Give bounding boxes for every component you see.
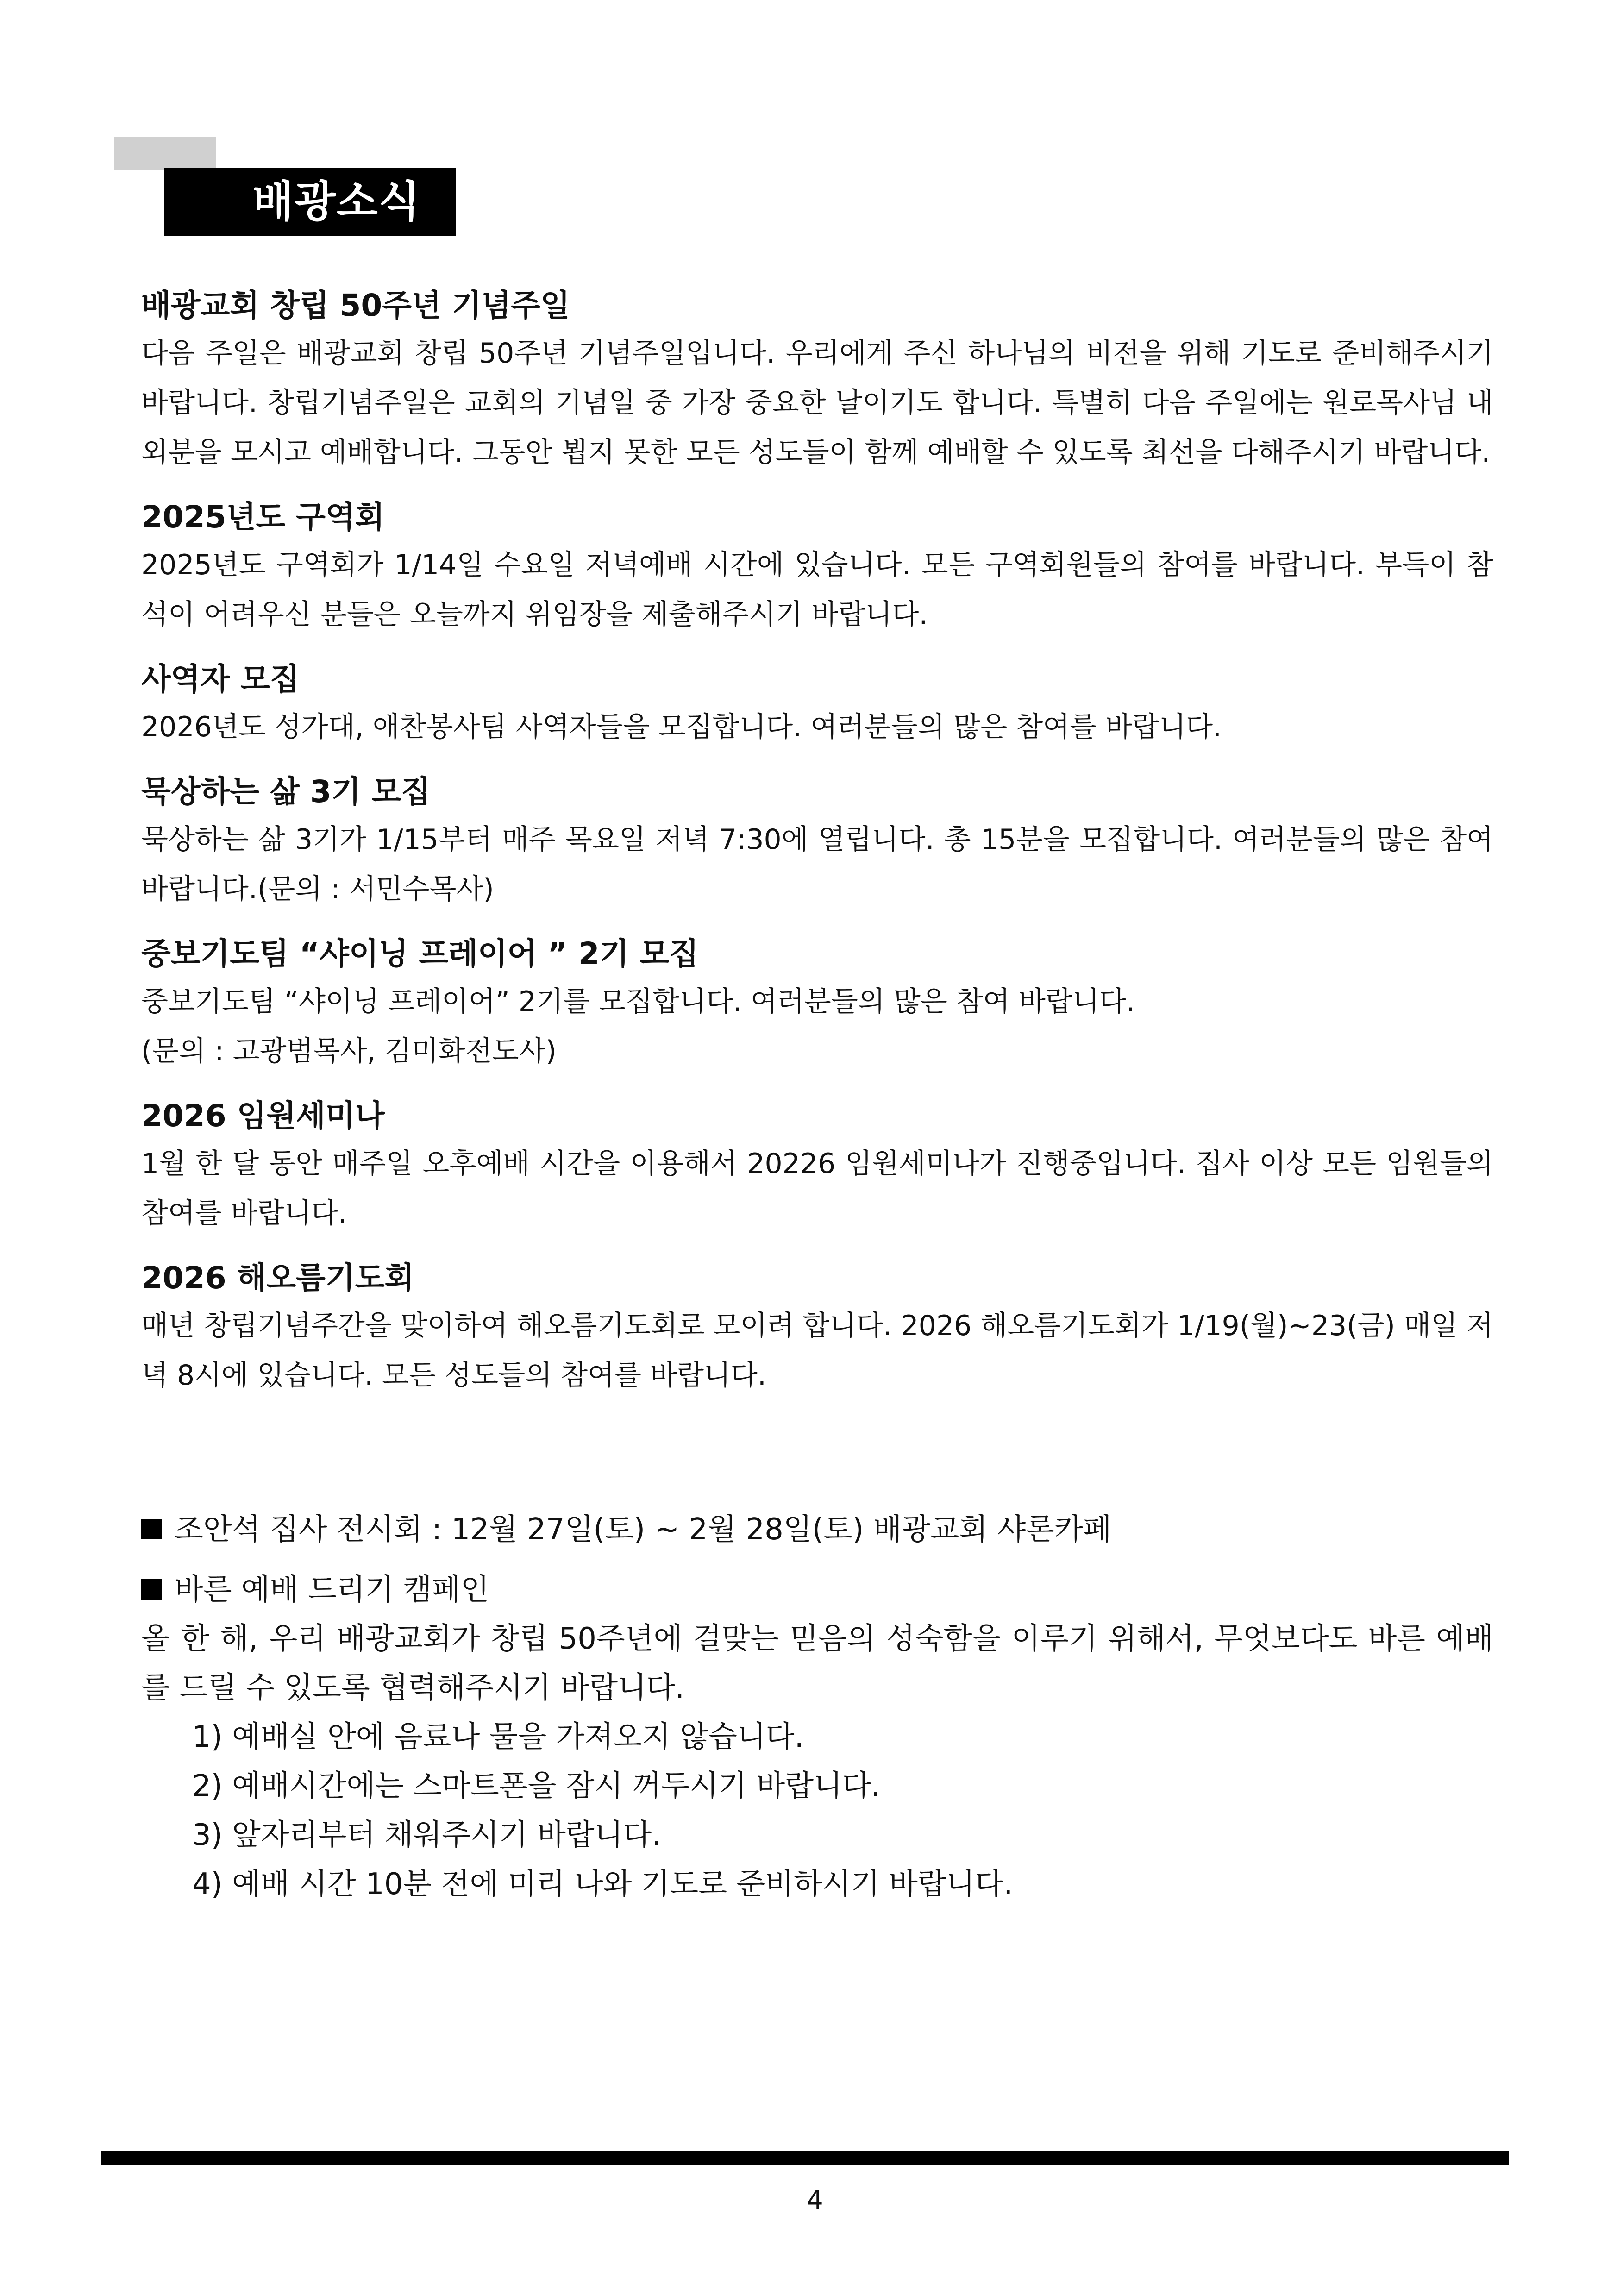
notice-meditation-recruit <box>141 769 1493 914</box>
exhibition-notice <box>141 1505 1493 1554</box>
campaign-list <box>141 1713 1493 1909</box>
notice-title: 사역자 모집 <box>141 661 300 697</box>
square-bullet-icon <box>141 1519 162 1539</box>
notice-body: 묵상하는 삶 3기가 1/15부터 매주 목요일 저녁 7:30에 열립니다. 총 15분을 모집합니다. 여러분들의 많은 참여 바랍니다.(문의 : 서민수목사) <box>141 823 1493 905</box>
list-item: 4) 예배 시간 10분 전에 미리 나와 기도로 준비하시기 바랍니다. <box>192 1867 1013 1901</box>
campaign-description: 올 한 해, 우리 배광교회가 창립 50주년에 걸맞는 믿음의 성숙함을 이루기 위해서, 무엇보다도 바른 예배를 드릴 수 있도록 협력해주시기 바랍니다. <box>141 1622 1493 1705</box>
footer-rule <box>101 2151 1509 2165</box>
notice-body: 2025년도 구역회가 1/14일 수요일 저녁예배 시간에 있습니다. 모든 구역회원들의 참여를 바랍니다. 부득이 참석이 어려우신 분들은 오늘까지 위임장을 제출해주시기 바랍니다. <box>141 549 1493 631</box>
notices-content <box>141 282 1493 1909</box>
notice-title: 배광교회 창립 50주년 기념주일 <box>141 288 570 323</box>
spacer <box>141 1417 1493 1505</box>
notice-body: 중보기도팀 “샤이닝 프레이어” 2기를 모집합니다. 여러분들의 많은 참여 바랍니다. <box>141 985 1135 1018</box>
notice-title: 2026 해오름기도회 <box>141 1260 414 1296</box>
notice-body: 1월 한 달 동안 매주일 오후예배 시간을 이용해서 20226 임원세미나가 진행중입니다. 집사 이상 모든 임원들의 참여를 바랍니다. <box>141 1148 1493 1230</box>
notice-title: 2025년도 구역회 <box>141 499 385 535</box>
header-tab-background <box>114 137 216 170</box>
notice-minister-recruit <box>141 656 1493 752</box>
notice-title: 2026 임원세미나 <box>141 1098 385 1134</box>
notice-body: 다음 주일은 배광교회 창립 50주년 기념주일입니다. 우리에게 주신 하나님의 비전을 위해 기도로 준비해주시기 바랍니다. 창립기념주일은 교회의 기념일 중 가장 중요한 날이기도 합니다. 특별히 다음 주일에는 원로목사님 내외분을 모시고 예배합니다. 그동안 뵙지 못한 모든 성도들이 함께 예배할 수 있도록 최선을 다해주시기 바랍니다. <box>141 337 1493 469</box>
notice-officer-seminar <box>141 1093 1493 1238</box>
section-title: 배광소식 <box>164 168 456 236</box>
exhibition-text: 조안석 집사 전시회 : 12월 27일(토) ~ 2월 28일(토) 배광교회 샤론카페 <box>175 1512 1112 1547</box>
list-item: 1) 예배실 안에 음료나 물을 가져오지 않습니다. <box>192 1720 804 1754</box>
list-item: 3) 앞자리부터 채워주시기 바랍니다. <box>192 1818 661 1852</box>
notice-anniversary <box>141 282 1493 477</box>
notice-title: 묵상하는 삶 3기 모집 <box>141 774 431 809</box>
notice-contact: (문의 : 고광범목사, 김미화전도사) <box>141 1035 557 1067</box>
campaign-title: 바른 예배 드리기 캠페인 <box>175 1573 489 1607</box>
square-bullet-icon <box>141 1579 162 1600</box>
notice-body: 매년 창립기념주간을 맞이하여 해오름기도회로 모이려 합니다. 2026 해오름기도회가 1/19(월)~23(금) 매일 저녁 8시에 있습니다. 모든 성도들의 참여를 바랍니다. <box>141 1310 1493 1392</box>
notice-title: 중보기도팀 “샤이닝 프레이어 ” 2기 모집 <box>141 936 699 972</box>
notice-prayer-team-recruit <box>141 931 1493 1076</box>
campaign-heading <box>141 1565 1493 1614</box>
notice-body: 2026년도 성가대, 애찬봉사팀 사역자들을 모집합니다. 여러분들의 많은 참여를 바랍니다. <box>141 711 1222 743</box>
page-number: 4 <box>807 2185 823 2215</box>
list-item: 2) 예배시간에는 스마트폰을 잠시 꺼두시기 바랍니다. <box>192 1769 881 1803</box>
notice-district-meeting <box>141 494 1493 640</box>
notice-sunrise-prayer <box>141 1255 1493 1400</box>
